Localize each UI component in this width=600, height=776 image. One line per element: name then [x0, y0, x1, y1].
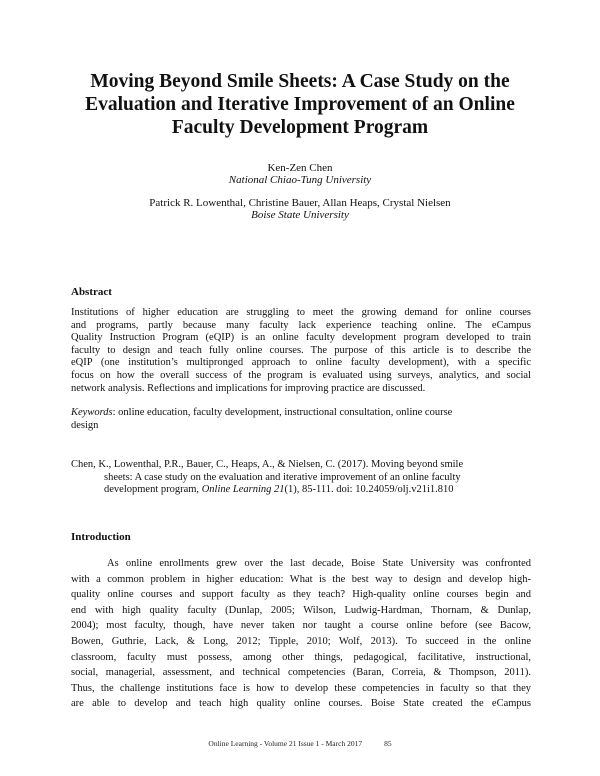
abstract-line: Institutions of higher education are struggling to meet the growing demand for online courses: [71, 307, 531, 318]
citation-line: sheets: A case study on the evaluation and iterative improvement of an online faculty: [104, 471, 461, 483]
body-line: social, managerial, assessment, and technical competencies (Baran, Correia, & Thompson, 2011).: [71, 667, 531, 679]
author-names: Patrick R. Lowenthal, Christine Bauer, Allan Heaps, Crystal Nielsen: [149, 197, 451, 209]
paper-title: [60, 70, 540, 139]
author-names: Ken-Zen Chen: [267, 162, 333, 174]
author-block-2: [0, 197, 600, 221]
title-line: Faculty Development Program: [171, 117, 429, 138]
abstract-body: [71, 307, 531, 395]
abstract-line: faculty to design and teach fully online courses. The purpose of this article is to describe the: [71, 344, 531, 356]
footer-journal: Online Learning - Volume 21 Issue 1 - March 2017: [208, 739, 363, 748]
keywords-label: Keywords: [71, 407, 113, 418]
title-line: Moving Beyond Smile Sheets: A Case Study on the: [90, 71, 510, 92]
author-affiliation: National Chiao-Tung University: [228, 174, 372, 186]
body-line: classroom, faculty must possess, among other things, pedagogical, facilitative, instructional,: [71, 651, 531, 663]
citation: [71, 459, 531, 497]
body-line: with a common problem in higher education: What is the best way to design and develop high-: [71, 573, 531, 585]
author-block-1: [0, 162, 600, 186]
abstract-line: and programs, partly because many faculty lack experience teaching online. The eCampus: [71, 319, 531, 331]
citation-doi[interactable]: (1), 85-111. doi: 10.24059/olj.v21i1.810: [284, 484, 454, 496]
abstract-line: focus on how the overall success of the program is evaluated using surveys, analytics, and social: [71, 369, 531, 381]
abstract-line: eQIP (one institution’s multipronged approach to online faculty development), with a specific: [71, 357, 531, 369]
body-line: quality online courses and support faculty as they teach? High-quality online courses begin and: [71, 589, 531, 601]
body-line: end with high quality faculty (Dunlap, 2005; Wilson, Ludwig-Hardman, Thornam, & Dunlap,: [71, 604, 531, 616]
body-line: Bowen, Guthrie, Lack, & Long, 2012; Tipple, 2010; Wolf, 2013). To succeed in the online: [71, 635, 531, 647]
body-line: Thus, the challenge institutions face is how to develop these competencies in faculty so that they: [71, 682, 531, 694]
page-number: 85: [384, 739, 392, 748]
body-line: 2004); most faculty, though, have never taken nor taught a course online before (see Bacow,: [71, 620, 531, 632]
introduction-body: [71, 556, 531, 712]
citation-line: [71, 484, 531, 497]
title-line: Evaluation and Iterative Improvement of an Online: [85, 94, 515, 115]
abstract-line: network analysis. Reflections and implications for improving practice are discussed.: [71, 382, 426, 394]
page-footer: [0, 739, 600, 748]
author-affiliation: Boise State University: [251, 209, 349, 221]
keywords: [71, 407, 531, 432]
body-line: are able to develop and teach high quality online courses. Boise State created the eCampus: [71, 698, 531, 710]
keywords-text: : online education, faculty development, instructional consultation, online course: [112, 407, 453, 418]
body-line: As online enrollments grew over the last decade, Boise State University was confronted: [107, 558, 531, 569]
abstract-line: Quality Instruction Program (eQIP) is an online faculty development program developed to train: [71, 332, 531, 344]
citation-line: Chen, K., Lowenthal, P.R., Bauer, C., Heaps, A., & Nielsen, C. (2017). Moving beyond smile: [71, 459, 464, 470]
abstract-heading: Abstract: [71, 286, 112, 298]
keywords-text-cont: design: [71, 419, 99, 431]
journal-name: Online Learning 21: [201, 484, 285, 496]
introduction-heading: Introduction: [71, 531, 131, 543]
citation-text: development program,: [104, 484, 202, 496]
